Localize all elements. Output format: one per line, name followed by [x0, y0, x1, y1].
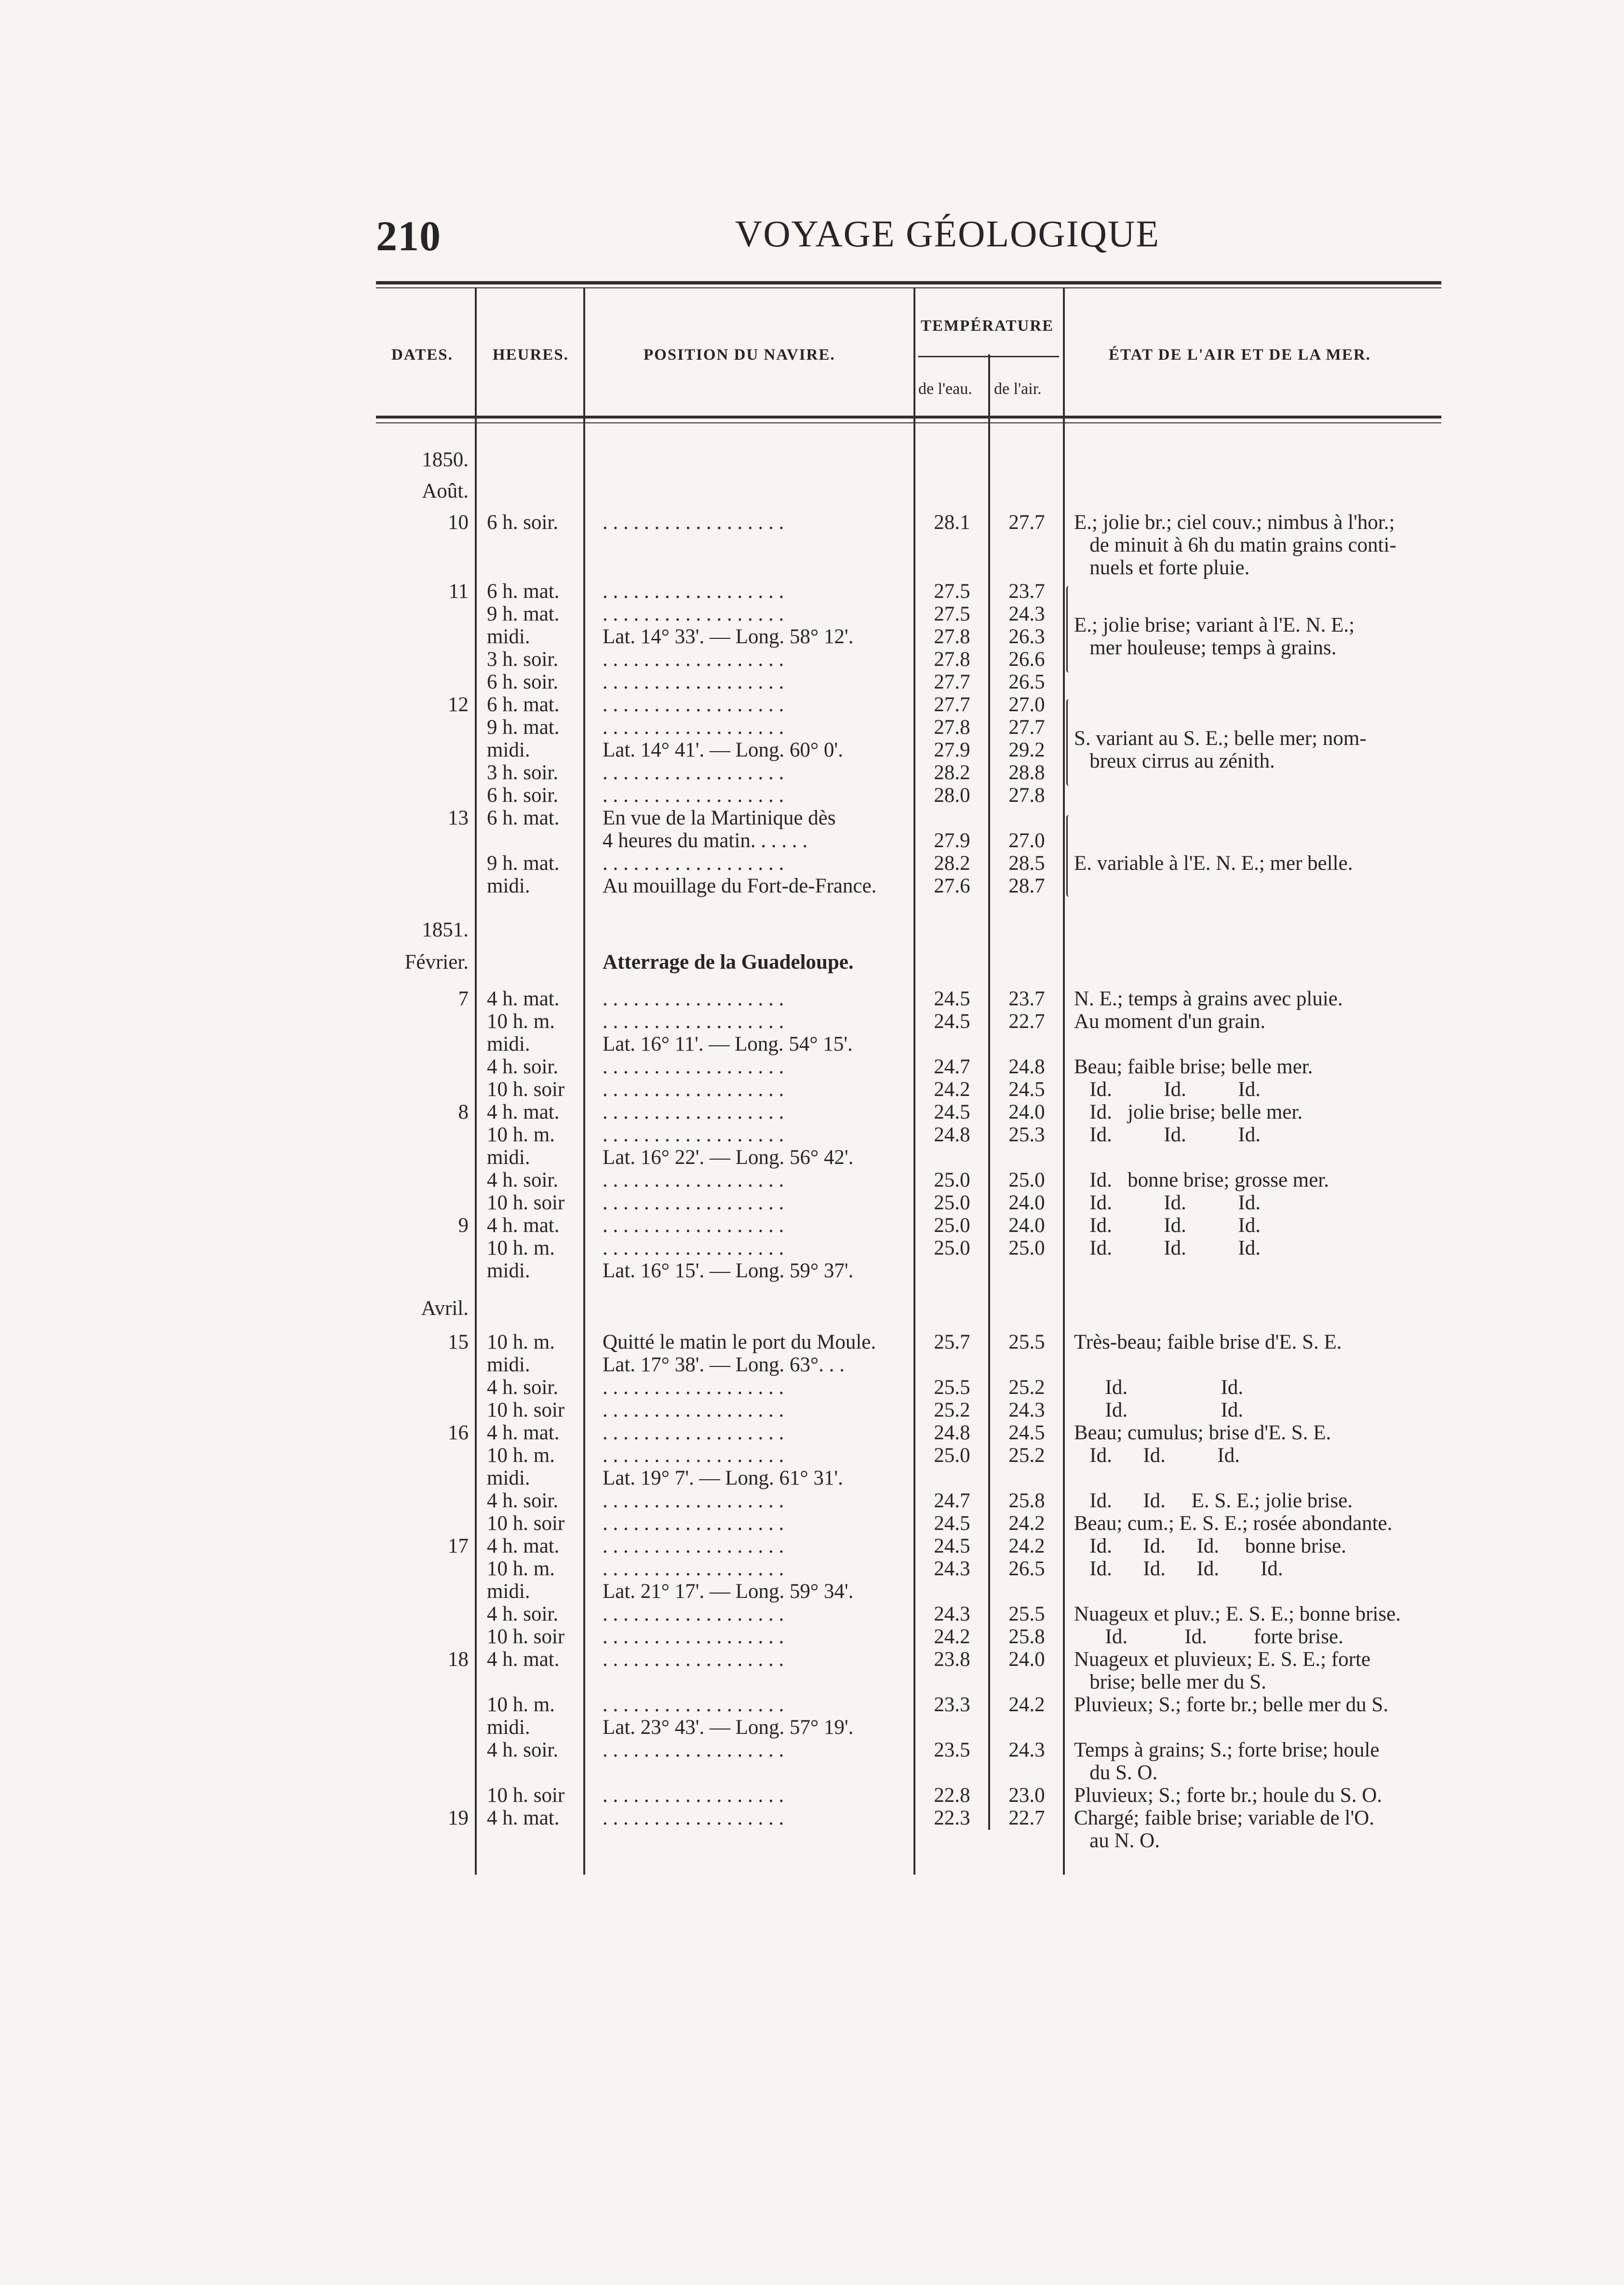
- row-temp-air: 23.0: [1008, 1784, 1045, 1807]
- row-temp-air: 25.8: [1008, 1489, 1045, 1512]
- header-eau: de l'eau.: [918, 380, 972, 398]
- observation-line: Id. Id. Id. Id.: [1074, 1557, 1283, 1580]
- row-temp-eau: 25.0: [934, 1237, 970, 1259]
- observation-line: Id. Id. Id.: [1074, 1078, 1261, 1101]
- row-date: 13: [448, 807, 469, 829]
- row-temp-eau: 27.5: [934, 603, 970, 625]
- observation-line: N. E.; temps à grains avec pluie.: [1074, 987, 1343, 1010]
- row-hour: 10 h. m.: [487, 1557, 555, 1580]
- row-temp-air: 24.0: [1008, 1648, 1045, 1671]
- row-hour: 4 h. soir.: [487, 1489, 559, 1512]
- row-position: . . . . . . . . . . . . . . . . . .: [603, 1625, 784, 1648]
- row-position: . . . . . . . . . . . . . . . . . .: [603, 511, 784, 534]
- row-hour: midi.: [487, 1259, 530, 1282]
- row-temp-eau: 25.0: [934, 1214, 970, 1237]
- row-hour: 4 h. soir.: [487, 1055, 559, 1078]
- row-position: Lat. 14° 41'. — Long. 60° 0'.: [603, 739, 843, 761]
- observation-line: Nuageux et pluv.; E. S. E.; bonne brise.: [1074, 1603, 1401, 1625]
- row-temp-eau: 28.1: [934, 511, 970, 534]
- temperature-divider: [918, 356, 1059, 357]
- row-hour: 10 h. m.: [487, 1331, 555, 1353]
- row-hour: midi.: [487, 1716, 530, 1739]
- row-hour: 9 h. mat.: [487, 603, 560, 625]
- row-date: 11: [448, 580, 469, 603]
- row-temp-eau: 24.8: [934, 1421, 970, 1444]
- row-hour: 4 h. mat.: [487, 987, 560, 1010]
- row-temp-eau: 24.5: [934, 1535, 970, 1557]
- row-temp-air: 26.5: [1008, 1557, 1045, 1580]
- row-temp-eau: 24.5: [934, 1512, 970, 1535]
- row-temp-eau: 27.9: [934, 739, 970, 761]
- row-hour: 4 h. soir.: [487, 1603, 559, 1625]
- row-temp-eau: 23.3: [934, 1693, 970, 1716]
- row-position: . . . . . . . . . . . . . . . . . .: [603, 1512, 784, 1535]
- row-temp-eau: 24.3: [934, 1603, 970, 1625]
- observation-line: Beau; faible brise; belle mer.: [1074, 1055, 1313, 1078]
- observation-line: Beau; cumulus; brise d'E. S. E.: [1074, 1421, 1331, 1444]
- header-temperature: TEMPÉRATURE: [921, 317, 1054, 335]
- row-date: 1850.: [422, 448, 469, 471]
- row-hour: 10 h. soir: [487, 1512, 565, 1535]
- row-temp-eau: 25.0: [934, 1444, 970, 1467]
- header-position: POSITION DU NAVIRE.: [644, 346, 835, 364]
- observation-line: Pluvieux; S.; forte br.; houle du S. O.: [1074, 1784, 1382, 1807]
- observation-line: E.; jolie br.; ciel couv.; nimbus à l'hor.;: [1074, 511, 1395, 534]
- header-air: de l'air.: [994, 380, 1042, 398]
- row-position: . . . . . . . . . . . . . . . . . .: [603, 716, 784, 739]
- row-hour: 4 h. mat.: [487, 1421, 560, 1444]
- row-temp-eau: 24.5: [934, 1010, 970, 1033]
- row-date: Août.: [422, 480, 469, 502]
- row-hour: midi.: [487, 739, 530, 761]
- row-position: . . . . . . . . . . . . . . . . . .: [603, 1739, 784, 1761]
- row-temp-eau: 24.3: [934, 1557, 970, 1580]
- row-temp-air: 28.5: [1008, 852, 1045, 875]
- row-temp-air: 27.8: [1008, 784, 1045, 807]
- row-position: . . . . . . . . . . . . . . . . . .: [603, 1078, 784, 1101]
- observation-line: Temps à grains; S.; forte brise; houle: [1074, 1739, 1380, 1761]
- row-temp-air: 28.8: [1008, 761, 1045, 784]
- row-temp-eau: 25.5: [934, 1376, 970, 1399]
- row-position: . . . . . . . . . . . . . . . . . .: [603, 987, 784, 1010]
- observation-line: Id. Id. Id. bonne brise.: [1074, 1535, 1346, 1557]
- observation-line: de minuit à 6h du matin grains conti-: [1074, 534, 1396, 556]
- row-position: Lat. 23° 43'. — Long. 57° 19'.: [603, 1716, 854, 1739]
- row-position: . . . . . . . . . . . . . . . . . .: [603, 1421, 784, 1444]
- row-hour: 10 h. soir: [487, 1625, 565, 1648]
- row-temp-air: 26.6: [1008, 648, 1045, 671]
- row-hour: midi.: [487, 1353, 530, 1376]
- row-temp-air: 23.7: [1008, 987, 1045, 1010]
- row-hour: midi.: [487, 625, 530, 648]
- row-position: . . . . . . . . . . . . . . . . . .: [603, 1535, 784, 1557]
- row-temp-eau: 27.5: [934, 580, 970, 603]
- row-hour: 10 h. m.: [487, 1693, 555, 1716]
- observation-line: Id. Id. Id.: [1074, 1237, 1261, 1259]
- row-hour: 10 h. m.: [487, 1444, 555, 1467]
- row-date: 16: [448, 1421, 469, 1444]
- row-temp-air: 24.3: [1008, 1399, 1045, 1421]
- header-heures: HEURES.: [493, 346, 569, 364]
- row-temp-air: 24.3: [1008, 603, 1045, 625]
- observation-line: Nuageux et pluvieux; E. S. E.; forte: [1074, 1648, 1370, 1671]
- row-position: . . . . . . . . . . . . . . . . . .: [603, 1376, 784, 1399]
- row-temp-eau: 28.2: [934, 852, 970, 875]
- row-hour: 6 h. mat.: [487, 693, 560, 716]
- row-temp-air: 25.5: [1008, 1331, 1045, 1353]
- header-bottom-rule-thin: [376, 422, 1441, 423]
- page-number: 210: [376, 213, 441, 260]
- column-line-dates: [475, 288, 477, 1875]
- row-temp-eau: 23.5: [934, 1739, 970, 1761]
- row-position: . . . . . . . . . . . . . . . . . .: [603, 648, 784, 671]
- observation-line: Id. Id.: [1074, 1376, 1244, 1399]
- row-temp-air: 28.7: [1008, 875, 1045, 897]
- observation-line: Id. Id.: [1074, 1399, 1244, 1421]
- row-date: 8: [458, 1101, 469, 1123]
- observation-line: Id. Id. Id.: [1074, 1214, 1261, 1237]
- row-temp-air: 25.2: [1008, 1376, 1045, 1399]
- row-hour: 9 h. mat.: [487, 852, 560, 875]
- row-position: Lat. 16° 22'. — Long. 56° 42'.: [603, 1146, 854, 1169]
- observation-line: Id. Id. Id.: [1074, 1123, 1261, 1146]
- row-hour: 3 h. soir.: [487, 648, 559, 671]
- observation-line: E. variable à l'E. N. E.; mer belle.: [1074, 852, 1353, 875]
- row-position: . . . . . . . . . . . . . . . . . .: [603, 1010, 784, 1033]
- row-hour: midi.: [487, 1580, 530, 1603]
- row-temp-air: 22.7: [1008, 1010, 1045, 1033]
- observation-line: Id. Id. Id.: [1074, 1191, 1261, 1214]
- row-hour: 4 h. mat.: [487, 1648, 560, 1671]
- row-date: 9: [458, 1214, 469, 1237]
- row-position: Lat. 14° 33'. — Long. 58° 12'.: [603, 625, 854, 648]
- row-temp-eau: 25.2: [934, 1399, 970, 1421]
- row-hour: 4 h. soir.: [487, 1169, 559, 1191]
- row-temp-eau: 28.0: [934, 784, 970, 807]
- row-position: En vue de la Martinique dès: [603, 807, 836, 829]
- row-hour: 10 h. soir: [487, 1399, 565, 1421]
- column-line-air: [1063, 288, 1065, 1875]
- row-date: 17: [448, 1535, 469, 1557]
- observation-line: au N. O.: [1074, 1829, 1160, 1852]
- row-temp-eau: 24.7: [934, 1055, 970, 1078]
- row-position: . . . . . . . . . . . . . . . . . .: [603, 580, 784, 603]
- observation-line: Id. Id. forte brise.: [1074, 1625, 1343, 1648]
- row-temp-air: 26.3: [1008, 625, 1045, 648]
- brace-august-11: [1066, 586, 1073, 673]
- row-position: . . . . . . . . . . . . . . . . . .: [603, 1214, 784, 1237]
- row-temp-air: 26.5: [1008, 671, 1045, 693]
- row-temp-eau: 22.8: [934, 1784, 970, 1807]
- row-temp-air: 24.3: [1008, 1739, 1045, 1761]
- row-position: Atterrage de la Guadeloupe.: [603, 951, 854, 973]
- observation-line: Id. Id. E. S. E.; jolie brise.: [1074, 1489, 1353, 1512]
- row-temp-air: 24.0: [1008, 1191, 1045, 1214]
- row-temp-eau: 27.8: [934, 716, 970, 739]
- row-date: 19: [448, 1807, 469, 1829]
- row-position: . . . . . . . . . . . . . . . . . .: [603, 1191, 784, 1214]
- row-hour: 10 h. soir: [487, 1078, 565, 1101]
- observation-line: S. variant au S. E.; belle mer; nom-: [1074, 727, 1367, 750]
- row-temp-eau: 25.0: [934, 1169, 970, 1191]
- row-hour: 4 h. soir.: [487, 1739, 559, 1761]
- row-temp-air: 25.0: [1008, 1237, 1045, 1259]
- row-position: . . . . . . . . . . . . . . . . . .: [603, 1807, 784, 1829]
- row-position: Lat. 16° 15'. — Long. 59° 37'.: [603, 1259, 854, 1282]
- row-temp-eau: 27.7: [934, 671, 970, 693]
- row-position: Au mouillage du Fort-de-France.: [603, 875, 877, 897]
- row-hour: 4 h. soir.: [487, 1376, 559, 1399]
- row-hour: 6 h. soir.: [487, 671, 559, 693]
- brace-august-12: [1066, 699, 1073, 786]
- row-position: . . . . . . . . . . . . . . . . . .: [603, 761, 784, 784]
- row-position: Quitté le matin le port du Moule.: [603, 1331, 876, 1353]
- row-temp-eau: 24.2: [934, 1078, 970, 1101]
- row-position: . . . . . . . . . . . . . . . . . .: [603, 1444, 784, 1467]
- row-hour: 10 h. m.: [487, 1010, 555, 1033]
- column-line-position: [913, 288, 915, 1875]
- row-temp-eau: 24.5: [934, 1101, 970, 1123]
- row-position: . . . . . . . . . . . . . . . . . .: [603, 1237, 784, 1259]
- row-position: . . . . . . . . . . . . . . . . . .: [603, 852, 784, 875]
- row-date: 1851.: [422, 919, 469, 941]
- row-temp-air: 24.2: [1008, 1512, 1045, 1535]
- row-position: . . . . . . . . . . . . . . . . . .: [603, 1123, 784, 1146]
- row-temp-air: 24.0: [1008, 1214, 1045, 1237]
- row-position: . . . . . . . . . . . . . . . . . .: [603, 1784, 784, 1807]
- row-date: 10: [448, 511, 469, 534]
- top-rule-thick: [376, 281, 1441, 284]
- observation-line: Beau; cum.; E. S. E.; rosée abondante.: [1074, 1512, 1393, 1535]
- header-dates: DATES.: [391, 346, 453, 364]
- row-temp-air: 25.3: [1008, 1123, 1045, 1146]
- row-temp-air: 23.7: [1008, 580, 1045, 603]
- row-position: Lat. 19° 7'. — Long. 61° 31'.: [603, 1467, 843, 1489]
- row-position: . . . . . . . . . . . . . . . . . .: [603, 1557, 784, 1580]
- row-position: . . . . . . . . . . . . . . . . . .: [603, 603, 784, 625]
- row-temp-air: 29.2: [1008, 739, 1045, 761]
- row-position: Lat. 16° 11'. — Long. 54° 15'.: [603, 1033, 853, 1055]
- row-position: Lat. 17° 38'. — Long. 63°. . .: [603, 1353, 845, 1376]
- row-temp-air: 25.5: [1008, 1603, 1045, 1625]
- observation-line: Id. jolie brise; belle mer.: [1074, 1101, 1303, 1123]
- observation-line: Au moment d'un grain.: [1074, 1010, 1266, 1033]
- row-temp-eau: 27.7: [934, 693, 970, 716]
- column-line-eau: [988, 354, 990, 1830]
- row-temp-eau: 25.7: [934, 1331, 970, 1353]
- row-temp-eau: 23.8: [934, 1648, 970, 1671]
- row-hour: 10 h. soir: [487, 1784, 565, 1807]
- row-temp-air: 24.2: [1008, 1535, 1045, 1557]
- row-temp-air: 25.0: [1008, 1169, 1045, 1191]
- row-temp-eau: 27.8: [934, 625, 970, 648]
- row-temp-air: 27.0: [1008, 693, 1045, 716]
- row-position: . . . . . . . . . . . . . . . . . .: [603, 1169, 784, 1191]
- row-hour: 10 h. m.: [487, 1237, 555, 1259]
- row-temp-air: 24.8: [1008, 1055, 1045, 1078]
- row-temp-air: 27.7: [1008, 511, 1045, 534]
- row-hour: midi.: [487, 1467, 530, 1489]
- row-hour: 4 h. mat.: [487, 1101, 560, 1123]
- row-position: . . . . . . . . . . . . . . . . . .: [603, 1101, 784, 1123]
- row-hour: 10 h. soir: [487, 1191, 565, 1214]
- brace-august-13: [1066, 815, 1073, 897]
- row-hour: 4 h. mat.: [487, 1807, 560, 1829]
- row-position: Lat. 21° 17'. — Long. 59° 34'.: [603, 1580, 854, 1603]
- row-hour: 10 h. m.: [487, 1123, 555, 1146]
- top-rule-thin: [376, 287, 1441, 288]
- observation-line: breux cirrus au zénith.: [1074, 750, 1275, 772]
- row-hour: 6 h. soir.: [487, 784, 559, 807]
- observation-line: nuels et forte pluie.: [1074, 556, 1250, 579]
- row-temp-eau: 27.6: [934, 875, 970, 897]
- row-temp-eau: 24.7: [934, 1489, 970, 1512]
- header-etat: ÉTAT DE L'AIR ET DE LA MER.: [1109, 346, 1371, 364]
- row-date: 7: [458, 987, 469, 1010]
- row-position: . . . . . . . . . . . . . . . . . .: [603, 693, 784, 716]
- row-temp-air: 27.7: [1008, 716, 1045, 739]
- row-hour: midi.: [487, 1033, 530, 1055]
- row-hour: 3 h. soir.: [487, 761, 559, 784]
- row-position: . . . . . . . . . . . . . . . . . .: [603, 1399, 784, 1421]
- running-title: VOYAGE GÉOLOGIQUE: [735, 213, 1160, 255]
- row-date: Février.: [404, 951, 469, 973]
- row-temp-eau: 27.8: [934, 648, 970, 671]
- row-temp-air: 24.0: [1008, 1101, 1045, 1123]
- row-temp-air: 22.7: [1008, 1807, 1045, 1829]
- row-temp-eau: 25.0: [934, 1191, 970, 1214]
- column-line-heures: [583, 288, 585, 1875]
- row-hour: 4 h. mat.: [487, 1535, 560, 1557]
- row-hour: 9 h. mat.: [487, 716, 560, 739]
- observation-line: du S. O.: [1074, 1761, 1158, 1784]
- observation-line: E.; jolie brise; variant à l'E. N. E.;: [1074, 614, 1355, 636]
- observation-line: Très-beau; faible brise d'E. S. E.: [1074, 1331, 1342, 1353]
- header-bottom-rule: [376, 416, 1441, 419]
- row-hour: 4 h. mat.: [487, 1214, 560, 1237]
- row-position: . . . . . . . . . . . . . . . . . .: [603, 1693, 784, 1716]
- row-date: Avril.: [421, 1297, 469, 1320]
- row-temp-air: 25.2: [1008, 1444, 1045, 1467]
- row-temp-air: 24.2: [1008, 1693, 1045, 1716]
- observation-line: mer houleuse; temps à grains.: [1074, 636, 1337, 659]
- observation-line: brise; belle mer du S.: [1074, 1671, 1266, 1693]
- observation-line: Chargé; faible brise; variable de l'O.: [1074, 1807, 1375, 1829]
- row-temp-eau: 24.2: [934, 1625, 970, 1648]
- row-position: 4 heures du matin. . . . . .: [603, 829, 808, 852]
- observation-line: Id. bonne brise; grosse mer.: [1074, 1169, 1329, 1191]
- row-date: 15: [448, 1331, 469, 1353]
- row-hour: midi.: [487, 1146, 530, 1169]
- row-date: 12: [448, 693, 469, 716]
- row-temp-air: 24.5: [1008, 1078, 1045, 1101]
- row-temp-eau: 27.9: [934, 829, 970, 852]
- row-position: . . . . . . . . . . . . . . . . . .: [603, 1489, 784, 1512]
- row-temp-eau: 24.5: [934, 987, 970, 1010]
- row-temp-air: 24.5: [1008, 1421, 1045, 1444]
- row-position: . . . . . . . . . . . . . . . . . .: [603, 1648, 784, 1671]
- row-temp-eau: 22.3: [934, 1807, 970, 1829]
- row-temp-air: 25.8: [1008, 1625, 1045, 1648]
- row-date: 18: [448, 1648, 469, 1671]
- row-temp-eau: 24.8: [934, 1123, 970, 1146]
- row-position: . . . . . . . . . . . . . . . . . .: [603, 1055, 784, 1078]
- row-temp-eau: 28.2: [934, 761, 970, 784]
- row-hour: 6 h. mat.: [487, 807, 560, 829]
- row-temp-air: 27.0: [1008, 829, 1045, 852]
- row-hour: midi.: [487, 875, 530, 897]
- row-hour: 6 h. mat.: [487, 580, 560, 603]
- row-hour: 6 h. soir.: [487, 511, 559, 534]
- observation-line: Pluvieux; S.; forte br.; belle mer du S.: [1074, 1693, 1389, 1716]
- row-position: . . . . . . . . . . . . . . . . . .: [603, 784, 784, 807]
- row-position: . . . . . . . . . . . . . . . . . .: [603, 1603, 784, 1625]
- observation-line: Id. Id. Id.: [1074, 1444, 1240, 1467]
- row-position: . . . . . . . . . . . . . . . . . .: [603, 671, 784, 693]
